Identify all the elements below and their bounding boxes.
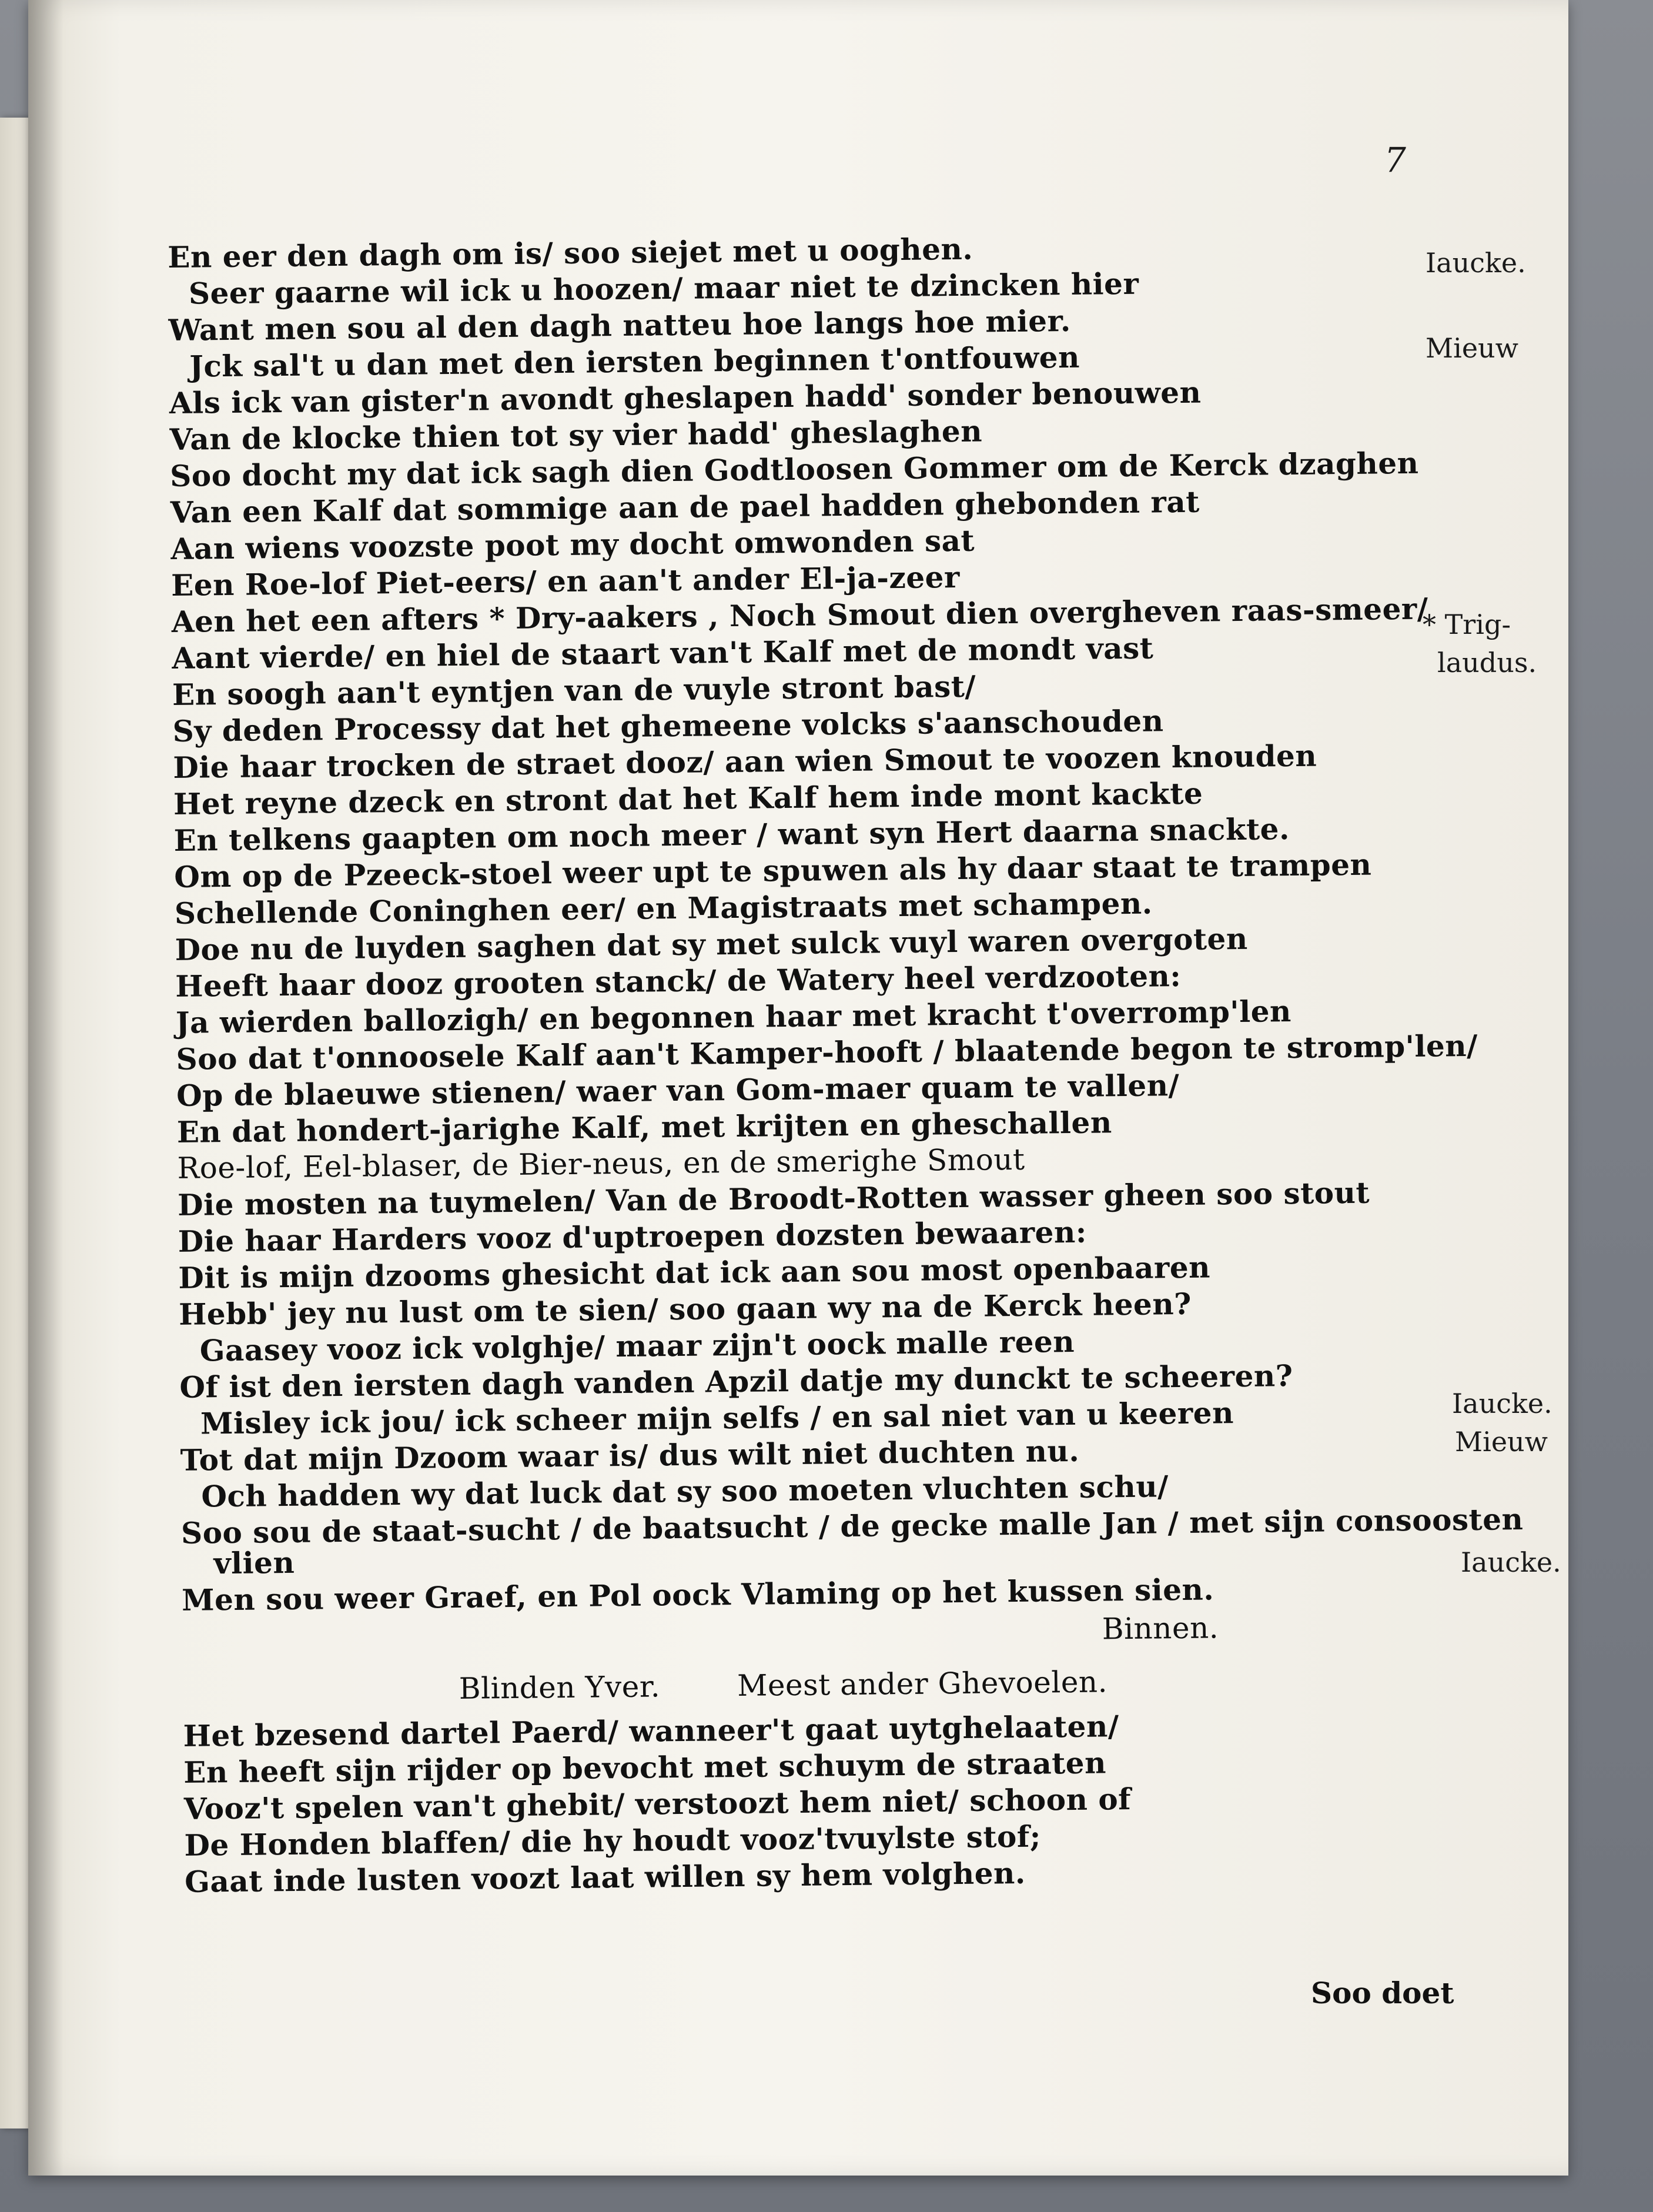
- speaker-label: Mieuw: [1455, 1426, 1548, 1458]
- verse-line: Een Roe-lof Piet-eers/ en aan't ander El-ja-zeer: [170, 559, 961, 603]
- verse-line: Aen het een afters * Dry-aakers , Noch Smout dien overgheven raas-smeer/: [171, 591, 1428, 639]
- verse-line: Hebb' jey nu lust om te sien/ soo gaan wy na de Kerck heen?: [178, 1286, 1192, 1332]
- verse-line: Misley ick jou/ ick scheer mijn selfs / en sal niet van u keeren: [200, 1395, 1234, 1441]
- verse-line: Schellende Coninghen eer/ en Magistraats met schampen.: [174, 886, 1153, 931]
- verse-line: Dit is mijn dzooms ghesicht dat ick aan sou most openbaaren: [178, 1249, 1211, 1295]
- speaker-label: Mieuw: [1426, 332, 1519, 364]
- speaker-label: Iaucke.: [1426, 247, 1526, 279]
- verse-line: Of ist den iersten dagh vanden Apzil datje my dunckt te scheeren?: [179, 1358, 1293, 1405]
- speaker-label: Iaucke.: [1461, 1546, 1561, 1578]
- verse-line: Om op de Pzeeck-stoel weer upt te spuwen als hy daar staat te trampen: [174, 847, 1372, 894]
- verse-line: Och hadden wy dat luck dat sy soo moeten vluchten schu/: [201, 1469, 1169, 1514]
- verse-line: Van een Kalf dat sommige aan de pael hadden ghebonden rat: [170, 484, 1200, 530]
- verse-line: En soogh aan't eyntjen van de vuyle stront bast/: [172, 669, 976, 712]
- verse-line: Men sou weer Graef, en Pol oock Vlaming op het kussen sien.: [181, 1572, 1214, 1618]
- verse-line: Want men sou al den dagh natteu hoe langs hoe mier.: [168, 303, 1072, 347]
- marginal-note: * Trig-: [1423, 609, 1511, 640]
- verse-line: Tot dat mijn Dzoom waar is/ dus wilt niet duchten nu.: [180, 1433, 1080, 1478]
- page-gutter-shadow: [28, 0, 63, 2176]
- verse-line: En heeft sijn rijder op bevocht met schuym de straaten: [183, 1745, 1107, 1790]
- verse-line: Het bzesend dartel Paerd/ wanneer't gaat uytghelaaten/: [183, 1709, 1119, 1753]
- marginal-note: laudus.: [1437, 647, 1537, 679]
- verse-line: Gaat inde lusten voozt laat willen sy hem volghen.: [184, 1855, 1026, 1899]
- verse-line: Aan wiens voozste poot my docht omwonden sat: [170, 523, 975, 566]
- catchword: Soo doet: [1311, 1976, 1454, 2010]
- verse-line: Sy deden Processy dat het ghemeene volcks s'aanschouden: [172, 703, 1164, 749]
- verse-line: Doe nu de luyden saghen dat sy met sulck vuyl waren overgoten: [175, 921, 1248, 967]
- verse-line: Soo sou de staat-sucht / de baatsucht / de gecke malle Jan / met sijn consoosten: [180, 1501, 1524, 1551]
- page-number: 7: [1384, 140, 1406, 180]
- verse-line: Heeft haar dooz grooten stanck/ de Watery heel verdzooten:: [175, 958, 1182, 1004]
- verse-line: Seer gaarne wil ick u hoozen/ maar niet te dzincken hier: [188, 266, 1139, 311]
- verse-line: Die haar Harders vooz d'uptroepen dozsten bewaaren:: [178, 1214, 1088, 1259]
- verse-line: Gaasey vooz ick volghje/ maar zijn't oock malle reen: [199, 1324, 1075, 1368]
- verse-line: vlien: [213, 1545, 295, 1581]
- verse-line: Roe-lof, Eel-blaser, de Bier-neus, en de smerighe Smout: [177, 1142, 1025, 1185]
- verse-line: Die haar trocken de straet dooz/ aan wien Smout te voozen knouden: [173, 738, 1317, 785]
- verse-line: Die mosten na tuymelen/ Van de Broodt-Rotten wasser gheen soo stout: [177, 1175, 1370, 1222]
- verse-line: Het reyne dzeck en stront dat het Kalf hem inde mont kackte: [173, 776, 1203, 821]
- verse-line: Ja wierden ballozigh/ en begonnen haar met kracht t'overromp'len: [175, 994, 1292, 1040]
- verse-line: Jck sal't u dan met den iersten beginnen t'ontfouwen: [189, 339, 1080, 384]
- verse-line: En dat hondert-jarighe Kalf, met krijten en gheschallen: [176, 1105, 1112, 1150]
- verse-line: Vooz't spelen van't ghebit/ verstoozt hem niet/ schoon of: [183, 1781, 1132, 1826]
- verse-line: En telkens gaapten om noch meer / want syn Hert daarna snackte.: [173, 811, 1290, 858]
- verse-line: Als ick van gister'n avondt gheslapen hadd' sonder benouwen: [169, 375, 1202, 420]
- verse-line: Aant vierde/ en hiel de staart van't Kalf met de mondt vast: [172, 630, 1154, 676]
- character-heading: Blinden Yver. Meest ander Ghevoelen.: [459, 1665, 1108, 1706]
- stage-direction: Binnen.: [1102, 1610, 1219, 1646]
- verse-line: Soo docht my dat ick sagh dien Godtloosen Gommer om de Kerck dzaghen: [169, 445, 1419, 493]
- verse-line: Soo dat t'onnoosele Kalf aan't Kamper-hooft / blaatende begon te stromp'len/: [176, 1028, 1478, 1077]
- verse-line: En eer den dagh om is/ soo siejet met u ooghen.: [168, 231, 973, 275]
- verse-line: De Honden blaffen/ die hy houdt vooz'tvuylste stof;: [184, 1819, 1042, 1863]
- verse-line: Van de klocke thien tot sy vier hadd' gheslaghen: [169, 413, 983, 457]
- speaker-label: Iaucke.: [1452, 1388, 1552, 1419]
- verse-line: Op de blaeuwe stienen/ waer van Gom-maer quam te vallen/: [176, 1068, 1180, 1113]
